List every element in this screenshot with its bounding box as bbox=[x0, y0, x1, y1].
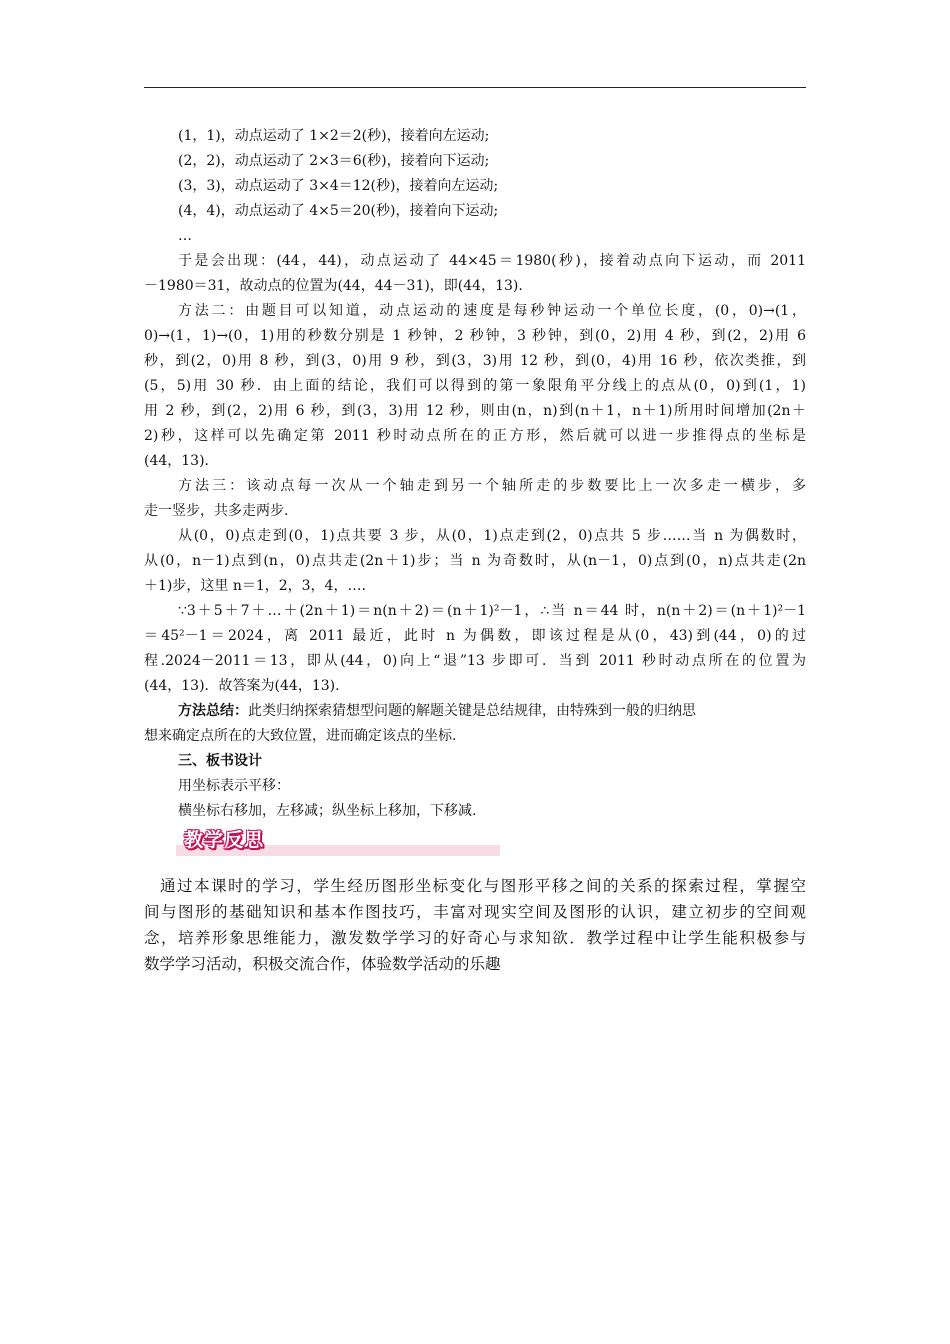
main-content bbox=[144, 124, 806, 862]
method2-line: 秒，到(2，0)用 8 秒，到(3，0)用 9 秒，到(3，3)用 12 秒，到(0，4)用 16 秒，依次类推，到 bbox=[144, 353, 806, 369]
method2-line: (5，5)用 30 秒．由上面的结论，我们可以得到的第一象限角平分线上的点从(0，0)到(1，1) bbox=[144, 378, 806, 394]
method3-line: 方法三：该动点每一次从一个轴走到另一个轴所走的步数要比上一次多走一横步，多 bbox=[178, 478, 806, 494]
formula-line: ∵3＋5＋7＋…＋(2n＋1)＝n(n＋2)＝(n＋1)²－1，∴当 n＝44 时，n(n＋2)＝(n＋1)²－1 bbox=[178, 603, 806, 619]
reflection-paragraph bbox=[144, 873, 806, 976]
method-summary bbox=[144, 699, 806, 724]
formula-line: ＝45²－1＝2024，离 2011 最近，此时 n 为偶数，即该过程是从(0，43)到(44，0)的过 bbox=[144, 628, 806, 644]
reflection-banner bbox=[144, 828, 806, 862]
method1-line: (2，2)，动点运动了 2×3＝6(秒)，接着向下运动; bbox=[178, 153, 490, 169]
method1-ellipsis: … bbox=[178, 228, 192, 244]
method2-line: 方法二：由题目可以知道，动点运动的速度是每秒钟运动一个单位长度，(0，0)→(1， bbox=[178, 303, 806, 319]
board-heading: 三、板书设计 bbox=[178, 753, 262, 769]
summary-text: 此类归纳探索猜想型问题的解题关键是总结规律，由特殊到一般的归纳思 bbox=[248, 703, 696, 719]
reflection-line: 通过本课时的学习，学生经历图形坐标变化与图形平移之间的关系的探索过程，掌握空 bbox=[160, 877, 806, 895]
summary-label: 方法总结： bbox=[178, 703, 248, 719]
reflection-line: 数学学习活动，积极交流合作，体验数学活动的乐趣 bbox=[144, 955, 501, 973]
conclusion-line: 于是会出现：(44，44)，动点运动了 44×45＝1980(秒)，接着动点向下运动，而 2011 bbox=[178, 253, 806, 269]
method2-line: 用 2 秒，到(2，2)用 6 秒，到(3，3)用 12 秒，则由(n，n)到(n＋1，n＋1)所用时间增加(2n＋ bbox=[144, 403, 806, 419]
method2-line: 0)→(1，1)→(0，1)用的秒数分别是 1 秒钟，2 秒钟，3 秒钟，到(0，2)用 4 秒，到(2，2)用 6 bbox=[144, 328, 806, 344]
reflection-line: 间与图形的基础知识和基本作图技巧，丰富对现实空间及图形的认识，建立初步的空间观 bbox=[144, 903, 806, 921]
method1-line: (3，3)，动点运动了 3×4＝12(秒)，接着向左运动; bbox=[178, 178, 499, 194]
method2-line: (44，13). bbox=[144, 453, 210, 469]
method3-line: 走一竖步，共多走两步. bbox=[144, 503, 289, 519]
summary-text-cont: 想来确定点所在的大致位置，进而确定该点的坐标. bbox=[144, 728, 457, 744]
steps-line: ＋1)步，这里 n＝1，2，3，4，…. bbox=[144, 578, 366, 594]
steps-line: 从(0，0)点走到(0，1)点共要 3 步，从(0，1)点走到(2，0)点共 5 步……当 n 为偶数时， bbox=[178, 528, 806, 544]
method1-line: (1，1)，动点运动了 1×2＝2(秒)，接着向左运动; bbox=[178, 128, 490, 144]
method1-line: (4，4)，动点运动了 4×5＝20(秒)，接着向下运动; bbox=[178, 203, 499, 219]
board-line: 用坐标表示平移： bbox=[178, 778, 290, 794]
reflection-line: 念，培养形象思维能力，激发数学学习的好奇心与求知欲．教学过程中让学生能积极参与 bbox=[144, 929, 806, 947]
steps-line: 从(0，n－1)点到(n，0)点共走(2n＋1)步；当 n 为奇数时，从(n－1，0)点到(0，n)点共走(2n bbox=[144, 553, 806, 569]
board-line: 横坐标右移加，左移减；纵坐标上移加，下移减. bbox=[178, 803, 477, 819]
formula-line: 程.2024－2011＝13，即从(44，0)向上“退”13 步即可．当到 2011 秒时动点所在的位置为 bbox=[144, 653, 806, 669]
header-rule bbox=[144, 87, 806, 88]
method2-line: 2)秒，这样可以先确定第 2011 秒时动点所在的正方形，然后就可以进一步推得点的坐标是 bbox=[144, 428, 806, 444]
formula-line: (44，13)．故答案为(44，13). bbox=[144, 678, 340, 694]
conclusion-line: －1980＝31，故动点的位置为(44，44－31)，即(44，13). bbox=[144, 278, 523, 294]
banner-title: 教学反思 bbox=[184, 829, 265, 851]
